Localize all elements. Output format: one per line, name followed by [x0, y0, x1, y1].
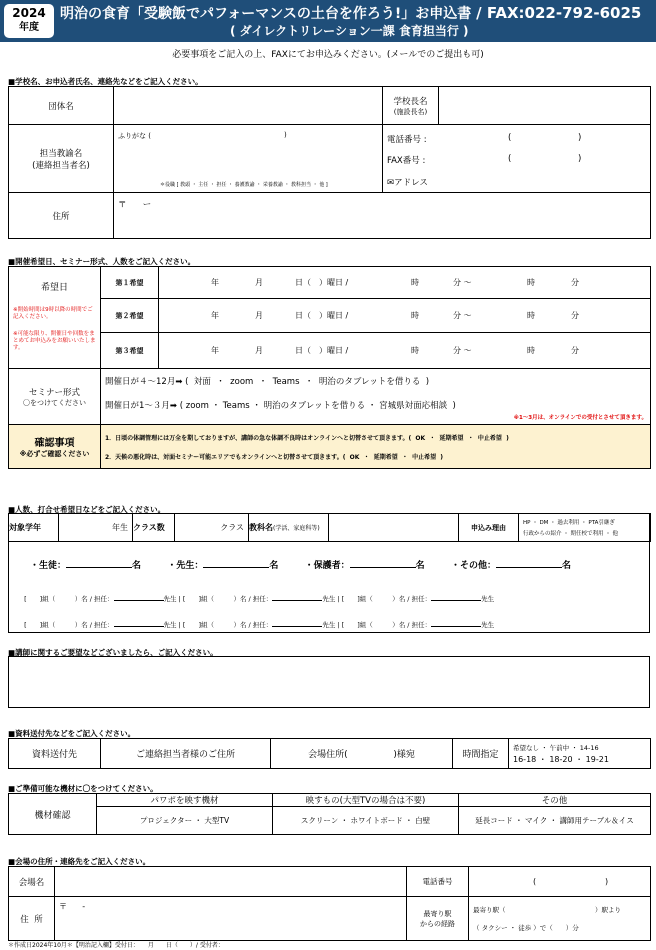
class-entry-separator: |	[337, 621, 340, 629]
delivery-table	[8, 738, 651, 769]
year-number: 2024	[12, 6, 46, 20]
c1-hour2: 時	[527, 278, 535, 287]
c1-min2: 分	[571, 278, 579, 287]
venue-addr-close: )様宛	[393, 750, 415, 760]
section6-heading: ■ご準備可能な機材に〇をつけてください。	[8, 784, 158, 793]
venue-phone-input[interactable]	[469, 867, 651, 897]
subject-input[interactable]	[329, 514, 459, 542]
equip-opts-3[interactable]: 延長コード ・ マイク ・ 講師用テーブル＆イス	[459, 807, 651, 835]
year-badge	[4, 4, 54, 38]
section3-heading: ■人数、打合せ希望日などをご記入ください。	[8, 505, 166, 514]
phone-label: 電話番号 :	[387, 135, 427, 145]
class-entry-text: [ ]組（ ）名 / 担任：	[341, 621, 432, 629]
c3-hour2: 時	[527, 346, 535, 355]
send-option-venue[interactable]	[271, 739, 453, 769]
principal-sub: (施設長名)	[393, 107, 428, 116]
note-combine: ※可能な限り、開催日や回数をまとめてお申込みをお願いいたします。	[13, 331, 96, 351]
station-sub: からの経路	[420, 919, 455, 928]
confirm-sub: ※必ずご確認ください	[19, 450, 90, 458]
section5-heading: ■資料送付先などをご記入ください。	[8, 729, 136, 738]
postal-mark: 〒 ー	[118, 200, 152, 210]
contact-cell	[383, 125, 651, 193]
c3-hour: 時	[411, 346, 419, 355]
confirm-label: 確認事項	[34, 438, 75, 449]
subject-label: 教科名	[249, 523, 273, 532]
time-label: 時間指定	[453, 739, 509, 769]
page-subtitle: ( ダイレクトリレーション一課 食育担当行 )	[230, 24, 469, 38]
format-label: セミナー形式	[28, 387, 80, 398]
equip-col-3: その他	[459, 794, 651, 807]
teacher-label-cell	[9, 125, 114, 193]
class-entry-unit: 先生	[163, 621, 177, 629]
class-entry-text: [ ]組（ ）名 / 担任：	[182, 621, 273, 629]
confirm-item-1: 1．日頃の体調管理には万全を期しておりますが、講師の急な体調不良時はオンラインへと切替させて頂きます。( OK ・ 延期希望 ・ 中止希望 )	[105, 435, 509, 442]
equip-opts-2[interactable]: スクリーン ・ ホワイトボード ・ 白壁	[273, 807, 459, 835]
grade-unit: 年生	[112, 523, 128, 532]
class-entry-text: [ ]組（ ）名 / 担任：	[341, 595, 432, 603]
teachers-unit: 名	[269, 561, 279, 571]
format-sub: 〇をつけてください	[23, 398, 86, 407]
note-start-time: ※開始時間は9時以降の時間でご記入ください。	[13, 307, 93, 320]
class-unit: クラス	[220, 523, 244, 532]
page-title	[60, 3, 641, 23]
confirm-item-2: 2．天候の悪化時は、対面セミナー可能エリアでもオンラインへと切替させて頂きます。( OK ・ 延期希望 ・ 中止希望 )	[105, 454, 443, 461]
c2-day: 日（ ）曜日 /	[295, 311, 349, 320]
section7-heading: ■会場の住所・連絡先をご記入ください。	[8, 857, 151, 866]
send-option-contact[interactable]: ご連絡担当者様のご住所	[101, 739, 271, 769]
parents-label: ・保護者：	[304, 561, 350, 571]
class-entry-separator: |	[337, 595, 340, 603]
equip-col-2: 映すもの(大型TVの場合は不要)	[273, 794, 459, 807]
fax-label: FAX番号 :	[387, 156, 426, 166]
venue-addr-open: 会場住所(	[308, 750, 348, 760]
time-opts-2: 16-18 ・ 18-20 ・ 19-21	[513, 754, 609, 764]
teacher-sub: (連絡担当者名)	[32, 160, 90, 171]
format-line-1: 開催日が４〜12月➡ ( 対面 ・ zoom ・ Teams ・ 明治のタブレットを借りる )	[105, 377, 430, 387]
parents-unit: 名	[415, 561, 425, 571]
others-unit: 名	[561, 561, 571, 571]
venue-address-label: 住 所	[9, 897, 55, 941]
fax-paren-open: (	[508, 154, 512, 164]
format-note: ※1〜3月は、オンラインでの受付とさせて頂きます。	[513, 415, 647, 421]
choice-2-label: 第２希望	[101, 299, 159, 333]
c1-day: 日（ ）曜日 /	[295, 278, 349, 287]
trigger-options[interactable]	[519, 514, 651, 542]
address-label: 住所	[9, 193, 114, 239]
choice-1-label: 第１希望	[101, 267, 159, 299]
class-entry-text: [ ]組（ ）名 / 担任：	[24, 595, 114, 603]
choice-3-label: 第３希望	[101, 333, 159, 369]
station-input[interactable]	[469, 897, 651, 941]
furigana-label: ふりがな (	[118, 132, 151, 140]
station-label-cell	[407, 897, 469, 941]
format-line-2: 開催日が1〜３月➡ ( zoom ・ Teams ・ 明治のタブレットを借りる ・ 宮城県対面応相談 )	[105, 401, 456, 411]
c3-min2: 分	[571, 346, 579, 355]
date-label: 希望日	[40, 283, 68, 293]
choice-2-input[interactable]	[159, 299, 651, 333]
students-input[interactable]	[66, 567, 132, 568]
c2-year: 年	[211, 311, 219, 320]
target-table	[8, 513, 651, 542]
title-main: 明治の食育「受験飯でパフォーマンスの土台を作ろう!」お申込書	[60, 6, 472, 22]
c2-min2: 分	[571, 311, 579, 320]
send-label: 資料送付先	[9, 739, 101, 769]
class-entry-unit: 先生	[481, 595, 495, 603]
title-fax: / FAX:022-792-6025	[476, 4, 642, 22]
teachers-label: ・先生：	[167, 561, 204, 571]
org-label: 団体名	[9, 87, 114, 125]
class-entry-text: [ ]組（ ）名 / 担任：	[182, 595, 273, 603]
teacher-input[interactable]	[114, 125, 383, 193]
equip-opts-1[interactable]: プロジェクター ・ 大型TV	[97, 807, 273, 835]
c1-year: 年	[211, 278, 219, 287]
applicant-table	[8, 86, 651, 239]
venue-table	[8, 866, 651, 941]
venue-phone-close: )	[605, 877, 609, 886]
schedule-table	[8, 266, 651, 469]
c3-year: 年	[211, 346, 219, 355]
email-label: ✉アドレス	[387, 178, 428, 188]
principal-label-cell	[383, 87, 439, 125]
fax-paren-close: )	[578, 154, 582, 164]
year-suffix: 年度	[19, 22, 39, 33]
students-label: ・生徒：	[30, 561, 67, 571]
trigger-opts-2: 行政からの紹介 ・ 期任校で利用 ・ 他	[523, 531, 618, 537]
venue-address-input[interactable]	[55, 897, 407, 941]
class-entry-unit: 先生	[322, 621, 336, 629]
teacher-label: 担当教諭名	[39, 148, 83, 159]
c2-month: 月	[255, 311, 263, 320]
class-input[interactable]	[175, 514, 249, 542]
c2-hour2: 時	[527, 311, 535, 320]
subject-sub: (学活、家庭科等)	[273, 525, 320, 532]
station-label: 最寄り駅	[423, 909, 452, 918]
choice-1-input[interactable]	[159, 267, 651, 299]
venue-input[interactable]	[55, 867, 407, 897]
confirm-items[interactable]	[101, 425, 651, 469]
teachers-input[interactable]	[203, 567, 269, 568]
class-entry-unit: 先生	[481, 621, 495, 629]
instruction-note: 必要事項をご記入の上、FAXにてお申込みください。(メールでのご提出も可)	[172, 50, 484, 60]
equipment-label: 機材確認	[9, 794, 97, 835]
station-line-1: 最寄り駅（	[473, 906, 506, 914]
c2-hour: 時	[411, 311, 419, 320]
trigger-opts-1: HP ・ DM ・ 過去利用 ・ PTA引継ぎ	[523, 520, 615, 526]
class-entry-row-1[interactable]	[20, 586, 494, 603]
time-opts-1: 希望なし ・ 午前中 ・ 14-16	[513, 743, 599, 752]
org-input[interactable]	[114, 87, 383, 125]
venue-phone-label: 電話番号	[407, 867, 469, 897]
section1-heading: ■学校名、お申込者氏名、連絡先などをご記入ください。	[8, 77, 203, 86]
c3-month: 月	[255, 346, 263, 355]
format-label-cell	[9, 369, 101, 425]
subject-label-cell	[249, 514, 329, 542]
confirm-label-cell	[9, 425, 101, 469]
section4-heading: ■講師に関するご要望などございましたら、ご記入ください。	[8, 648, 218, 657]
c3-day: 日（ ）曜日 /	[295, 346, 349, 355]
others-label: ・その他：	[450, 561, 496, 571]
parents-input[interactable]	[350, 567, 416, 568]
trigger-label: 申込み理由	[459, 514, 519, 542]
grade-label: 対象学年	[9, 514, 59, 542]
c1-min: 分 〜	[453, 278, 472, 287]
time-options[interactable]	[509, 739, 651, 769]
equip-col-1: パワポを映す機材	[97, 794, 273, 807]
role-note: ＊役職 [ 教頭 ・ 主任 ・ 担任 ・ 養護教諭 ・ 栄養教諭 ・ 教科担当 ・ 他 ]	[160, 182, 328, 188]
venue-phone-open: (	[533, 877, 537, 886]
requests-textarea[interactable]	[8, 656, 650, 708]
date-label-cell	[9, 267, 101, 369]
principal-input[interactable]	[439, 87, 651, 125]
choice-3-input[interactable]	[159, 333, 651, 369]
students-unit: 名	[132, 561, 142, 571]
equipment-table	[8, 793, 651, 835]
principal-label: 学校長名	[393, 96, 428, 107]
venue-label: 会場名	[9, 867, 55, 897]
phone-paren-open: (	[508, 133, 512, 143]
class-label: クラス数	[133, 514, 175, 542]
c1-month: 月	[255, 278, 263, 287]
class-entry-separator: |	[178, 595, 181, 603]
c3-min: 分 〜	[453, 346, 472, 355]
others-input[interactable]	[496, 567, 562, 568]
class-entry-text: [ ]組（ ）名 / 担任：	[24, 621, 114, 629]
format-options[interactable]	[101, 369, 651, 425]
station-line-2: （ タクシー ・ 徒歩 ）で（ ）分	[473, 924, 579, 932]
furigana-close: )	[284, 131, 287, 139]
address-input[interactable]	[114, 193, 651, 239]
c2-min: 分 〜	[453, 311, 472, 320]
c1-hour: 時	[411, 278, 419, 287]
venue-postal-mark: 〒 -	[59, 902, 86, 911]
class-entry-unit: 先生	[322, 595, 336, 603]
grade-input[interactable]	[59, 514, 133, 542]
phone-paren-close: )	[578, 133, 582, 143]
footer-note: ＊作成日2024年10月＊【明治記入欄】受付日： 月 日（ ）/ 受付者：	[8, 942, 224, 949]
class-entry-row-2[interactable]	[20, 612, 494, 629]
section2-heading: ■開催希望日、セミナー形式、人数をご記入ください。	[8, 257, 196, 266]
counts-row	[30, 558, 571, 571]
class-entry-unit: 先生	[163, 595, 177, 603]
station-line-1-end: ）駅より	[595, 906, 621, 914]
class-entry-separator: |	[178, 621, 181, 629]
